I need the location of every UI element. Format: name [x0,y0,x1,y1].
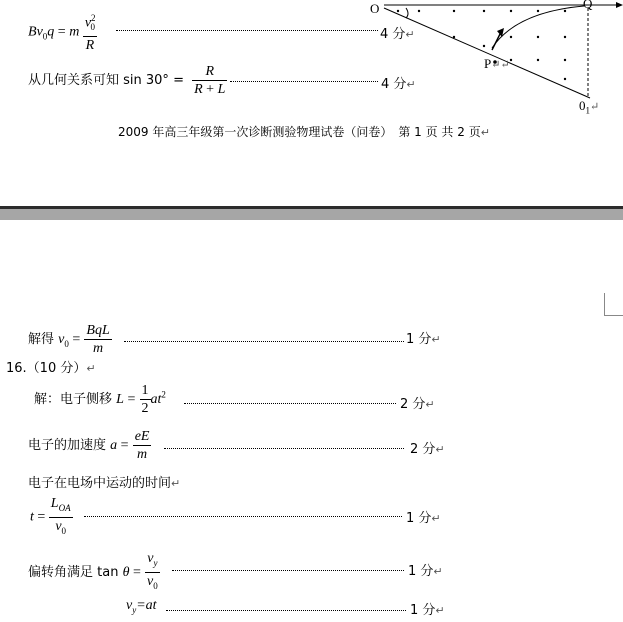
dot-leader [124,341,404,342]
dot-leader [172,570,404,571]
equation-geometry [28,63,227,98]
fraction-loa-over-v0: $\frac{L_{OA}}{v_0}$ [50,496,71,536]
page-divider [0,206,623,209]
score-tan: 1 分↵ [408,564,443,579]
equation-lorentz: $Bv_0q = m$ $\frac{v^2_0}{R}$ [28,10,97,54]
fraction-v0sq-over-r: $\frac{v^2_0}{R}$ [83,10,97,54]
score-vy: 1 分↵ [410,603,445,618]
label-o: O [370,1,380,16]
dot-leader [84,516,402,517]
fraction-r-over-r-plus-l: $\frac{R}{R + L}$ [194,64,226,97]
label-p: P↵↵ [484,56,510,71]
fraction-half: $\frac{1}{2}$ [141,383,149,416]
equation-v0: 解得 $v_0$ = $\frac{\text{BqL}}{m}$ [28,323,110,356]
fraction-ee-over-m: $\frac{eE}{m}$ [134,429,150,462]
equation-tan: 偏转角满足 tan θ = $\frac{v_y}{v_0}$ [28,550,160,595]
question-16: 16.（10 分）↵ [6,361,96,376]
score-deflection: 2 分↵ [400,397,435,412]
equation-deflection: 解：电子侧移 L = $\frac{1}{2}$ $at^2$ [34,383,166,416]
page-footer: 2009 年高三年级第一次诊断测验物理试卷（问卷） 第 1 页 共 2 页↵ [118,125,490,139]
dot-leader [184,403,396,404]
score-eq1: 4 分↵ [380,27,415,42]
score-v0: 1 分↵ [406,332,441,347]
score-acceleration: 2 分↵ [410,442,445,457]
dot-leader [164,448,404,449]
margin-marker [604,293,623,316]
dot-leader [166,610,406,611]
fraction-vy-over-v0: $\frac{v_y}{v_0}$ [147,551,158,591]
label-q: Q [583,0,593,11]
score-time: 1 分↵ [406,511,441,526]
geometry-prefix: 从几何关系可知 sin 30° = [28,73,184,88]
dot-leader [116,30,378,31]
equation-vy: $v_y=at$ [126,598,157,615]
fraction-bql-over-m: $\frac{\text{BqL}}{m}$ [86,323,110,356]
dot-leader [230,81,378,82]
score-eq2: 4 分↵ [381,77,416,92]
time-in-field-text: 电子在电场中运动的时间↵ [28,476,181,491]
magnetic-field-dots [397,10,566,80]
equation-acceleration: 电子的加速度 a = $\frac{eE}{m}$ [28,429,150,462]
label-o1: $0_1↵$ [579,98,600,116]
equation-time: t = $\frac{L_{OA}}{v_0}$ [30,495,73,540]
